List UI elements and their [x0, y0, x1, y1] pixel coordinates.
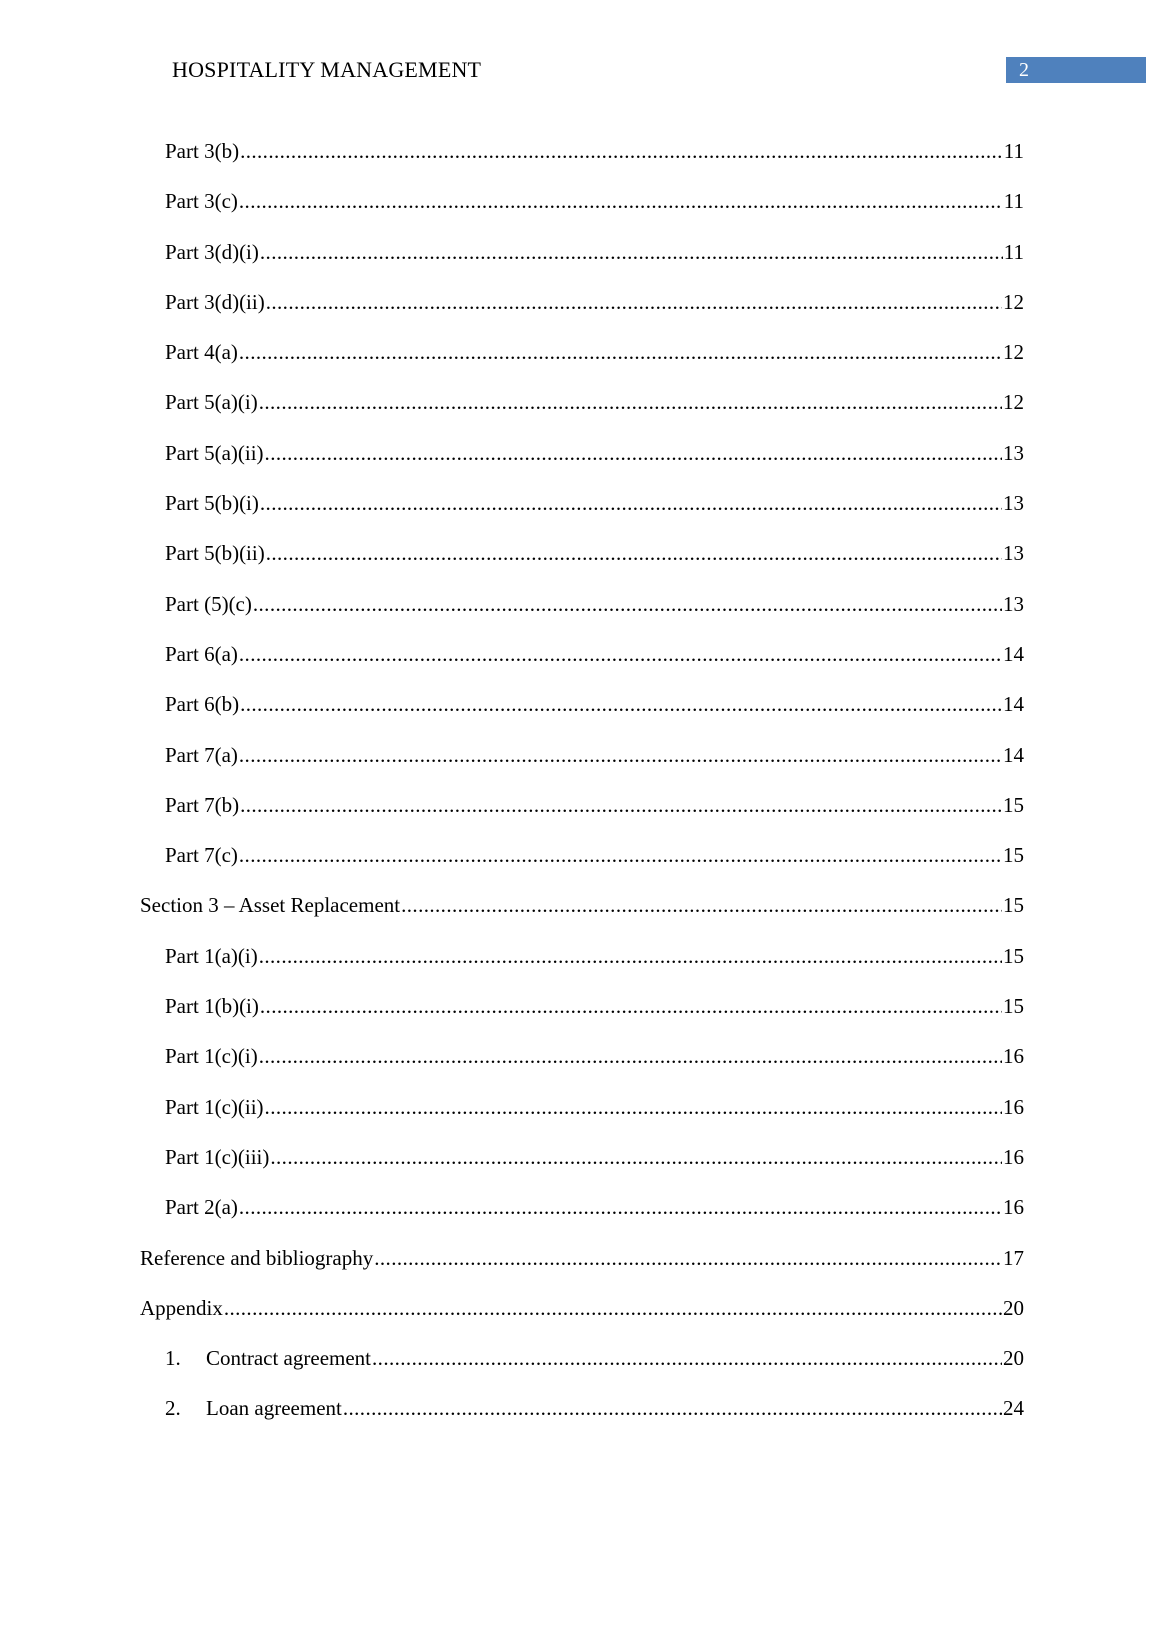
toc-entry-label: Part 2(a): [165, 1195, 238, 1220]
toc-dot-leader: [239, 740, 1002, 770]
toc-entry-label: Part 6(a): [165, 641, 238, 666]
toc-dot-leader: [253, 589, 1002, 619]
toc-entry[interactable]: [140, 1343, 1024, 1393]
toc-entry[interactable]: [140, 186, 1024, 236]
toc-entry[interactable]: [140, 237, 1024, 287]
toc-dot-leader: [259, 941, 1002, 971]
toc-entry-label: Part 7(b): [165, 792, 240, 817]
running-header-title: HOSPITALITY MANAGEMENT: [172, 57, 482, 82]
toc-entry[interactable]: [140, 740, 1024, 790]
table-of-contents: [140, 136, 1024, 1444]
page-number: 2: [1019, 59, 1029, 81]
toc-entry[interactable]: [140, 488, 1024, 538]
toc-dot-leader: [343, 1393, 1002, 1423]
toc-dot-leader: [240, 790, 1002, 820]
toc-entry[interactable]: [140, 1243, 1024, 1293]
toc-entry[interactable]: [140, 1041, 1024, 1091]
toc-dot-leader: [260, 991, 1002, 1021]
toc-entry[interactable]: [140, 337, 1024, 387]
toc-entry[interactable]: [140, 941, 1024, 991]
toc-entry-page: 15: [1003, 893, 1024, 918]
toc-entry-page: 15: [1003, 792, 1024, 817]
toc-entry[interactable]: [140, 790, 1024, 840]
toc-entry[interactable]: [140, 538, 1024, 588]
toc-entry-label: Part (5)(c): [165, 591, 252, 616]
toc-dot-leader: [239, 1192, 1002, 1222]
toc-entry-page: 13: [1003, 491, 1024, 516]
toc-dot-leader: [401, 890, 1002, 920]
toc-entry-number: 1.: [165, 1346, 181, 1371]
toc-entry-label: Part 3(d)(ii): [165, 289, 265, 314]
toc-entry-page: 12: [1003, 289, 1024, 314]
toc-entry-page: 11: [1003, 239, 1024, 264]
toc-dot-leader: [374, 1243, 1002, 1273]
toc-entry-label: Part 1(a)(i): [165, 943, 258, 968]
toc-entry-label: Loan agreement: [206, 1396, 342, 1421]
toc-entry-label: Part 1(c)(iii): [165, 1144, 270, 1169]
toc-entry-label: Part 5(b)(i): [165, 491, 259, 516]
toc-entry-label: Appendix: [140, 1295, 223, 1320]
toc-dot-leader: [259, 1041, 1002, 1071]
toc-entry[interactable]: [140, 1293, 1024, 1343]
toc-entry[interactable]: [140, 287, 1024, 337]
toc-dot-leader: [239, 186, 1003, 216]
toc-entry[interactable]: [140, 1192, 1024, 1242]
toc-entry-label: Part 1(c)(ii): [165, 1094, 264, 1119]
toc-dot-leader: [239, 639, 1002, 669]
toc-entry[interactable]: [140, 1393, 1024, 1443]
toc-entry-page: 16: [1003, 1144, 1024, 1169]
toc-entry[interactable]: [140, 589, 1024, 639]
toc-dot-leader: [265, 438, 1002, 468]
toc-dot-leader: [372, 1343, 1002, 1373]
toc-entry-label: Part 1(b)(i): [165, 994, 259, 1019]
toc-entry-page: 13: [1003, 591, 1024, 616]
toc-entry[interactable]: [140, 639, 1024, 689]
toc-entry-page: 20: [1003, 1346, 1024, 1371]
toc-entry-page: 15: [1003, 943, 1024, 968]
toc-dot-leader: [265, 1092, 1002, 1122]
toc-entry-label: Reference and bibliography: [140, 1245, 374, 1270]
toc-entry-page: 14: [1003, 692, 1024, 717]
toc-entry-label: Part 1(c)(i): [165, 1044, 258, 1069]
toc-dot-leader: [224, 1293, 1002, 1323]
toc-entry-label: Part 3(d)(i): [165, 239, 259, 264]
toc-entry-label: Part 7(c): [165, 843, 238, 868]
toc-entry[interactable]: [140, 438, 1024, 488]
toc-dot-leader: [239, 337, 1002, 367]
toc-entry-label: Part 3(c): [165, 189, 238, 214]
toc-dot-leader: [259, 387, 1002, 417]
toc-entry-page: 14: [1003, 742, 1024, 767]
toc-entry[interactable]: [140, 136, 1024, 186]
toc-entry-label: Part 3(b): [165, 139, 240, 163]
toc-entry-page: 14: [1003, 641, 1024, 666]
toc-entry-label: Part 4(a): [165, 340, 238, 365]
toc-entry-page: 15: [1003, 843, 1024, 868]
toc-entry-label: Part 6(b): [165, 692, 240, 717]
toc-dot-leader: [239, 840, 1002, 870]
toc-entry-page: 11: [1003, 189, 1024, 214]
toc-entry-page: 16: [1003, 1195, 1024, 1220]
toc-entry-number: 2.: [165, 1396, 181, 1421]
toc-dot-leader: [260, 488, 1002, 518]
toc-dot-leader: [266, 287, 1002, 317]
toc-entry-page: 24: [1003, 1396, 1024, 1421]
toc-entry-page: 13: [1003, 541, 1024, 566]
toc-entry[interactable]: [140, 689, 1024, 739]
toc-entry-page: 11: [1003, 139, 1024, 163]
toc-entry-page: 16: [1003, 1094, 1024, 1119]
toc-entry[interactable]: [140, 840, 1024, 890]
toc-dot-leader: [260, 237, 1003, 267]
toc-entry[interactable]: [140, 387, 1024, 437]
toc-dot-leader: [266, 538, 1002, 568]
toc-entry-label: Part 5(b)(ii): [165, 541, 265, 566]
toc-dot-leader: [240, 136, 1003, 166]
toc-entry-label: Part 5(a)(i): [165, 390, 258, 415]
toc-entry-page: 12: [1003, 390, 1024, 415]
toc-entry-label: Contract agreement: [206, 1346, 372, 1371]
page-number-badge: [1006, 57, 1146, 83]
toc-dot-leader: [240, 689, 1002, 719]
toc-dot-leader: [270, 1142, 1002, 1172]
toc-entry[interactable]: [140, 991, 1024, 1041]
toc-entry[interactable]: [140, 1142, 1024, 1192]
toc-entry-page: 15: [1003, 994, 1024, 1019]
toc-entry-page: 17: [1003, 1245, 1024, 1270]
toc-entry-label: Part 7(a): [165, 742, 238, 767]
toc-entry[interactable]: [140, 890, 1024, 940]
toc-entry[interactable]: [140, 1092, 1024, 1142]
toc-entry-page: 16: [1003, 1044, 1024, 1069]
toc-entry-label: Section 3 – Asset Replacement: [140, 893, 401, 918]
toc-entry-page: 20: [1003, 1295, 1024, 1320]
toc-entry-label: Part 5(a)(ii): [165, 440, 264, 465]
toc-entry-page: 12: [1003, 340, 1024, 365]
toc-entry-page: 13: [1003, 440, 1024, 465]
